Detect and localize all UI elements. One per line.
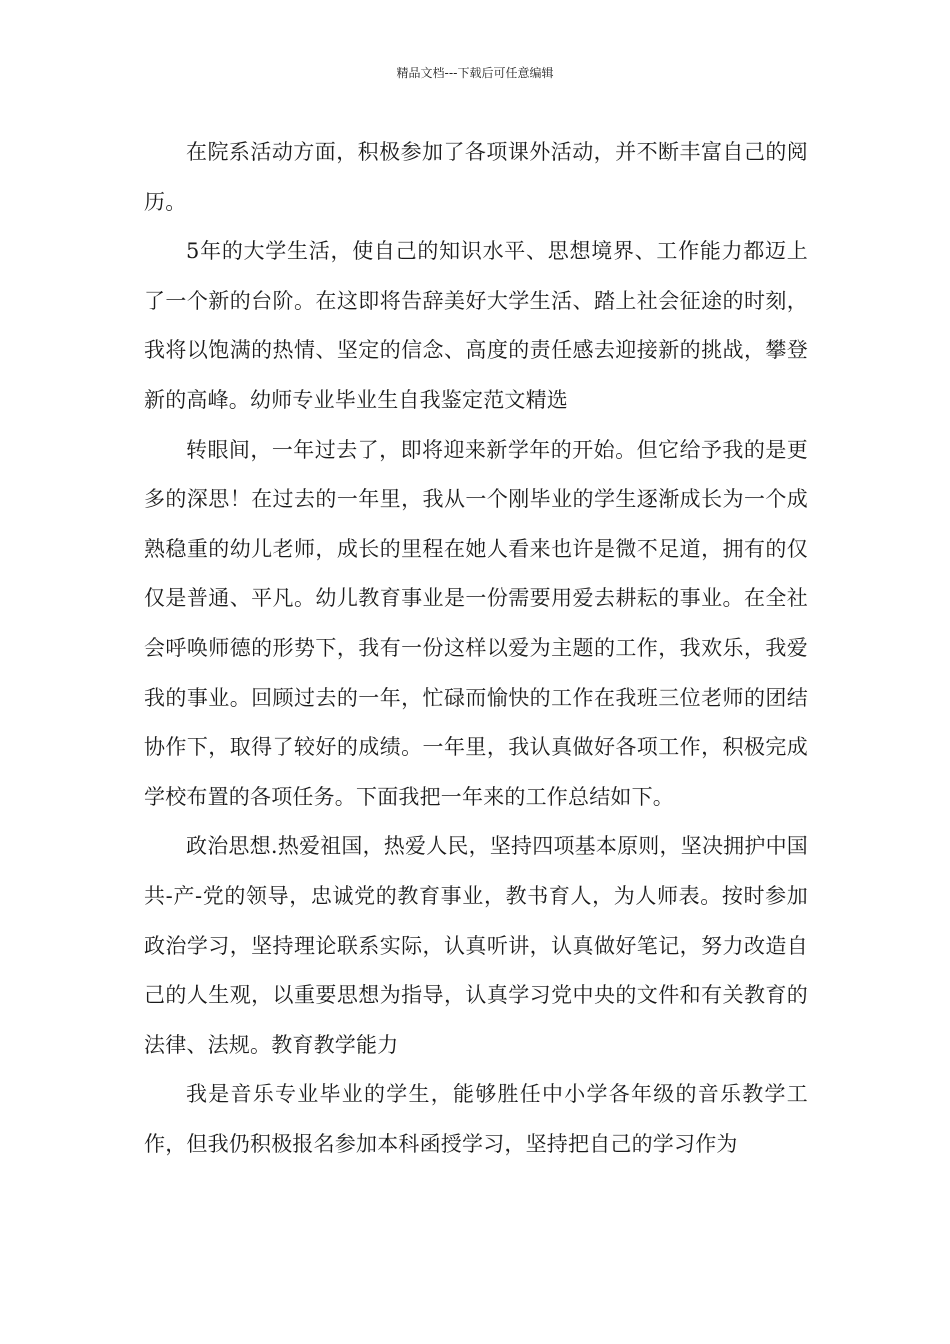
document-body xyxy=(144,128,808,1169)
paragraph-activities: 在院系活动方面，积极参加了各项课外活动，并不断丰富自己的阅历。 xyxy=(144,140,808,214)
page-header: 精品文档---下载后可任意编辑 xyxy=(396,66,554,80)
paragraph-political-thought: 政治思想.热爱祖国，热爱人民，坚持四项基本原则，坚决拥护中国共-产-党的领导，忠诚党的教育事业，教书育人，为人师表。按时参加政治学习，坚持理论联系实际，认真听讲，认真做好笔记，努力改造自己的人生观，以重要思想为指导，认真学习党中央的文件和有关教育的法律、法规。教育教学能力 xyxy=(144,834,808,1057)
paragraph-year-review: 转眼间，一年过去了，即将迎来新学年的开始。但它给予我的是更多的深思！在过去的一年里，我从一个刚毕业的学生逐渐成长为一个成熟稳重的幼儿老师，成长的里程在她人看来也许是微不足道，拥有的仅仅是普通、平凡。幼儿教育事业是一份需要用爱去耕耘的事业。在全社会呼唤师德的形势下，我有一份这样以爱为主题的工作，我欢乐，我爱我的事业。回顾过去的一年，忙碌而愉快的工作在我班三位老师的团结协作下，取得了较好的成绩。一年里，我认真做好各项工作，积极完成学校布置的各项任务。下面我把一年来的工作总结如下。 xyxy=(144,437,808,809)
paragraph-university-life: 5年的大学生活，使自己的知识水平、思想境界、工作能力都迈上了一个新的台阶。在这即将告辞美好大学生活、踏上社会征途的时刻，我将以饱满的热情、坚定的信念、高度的责任感去迎接新的挑战，攀登新的高峰。幼师专业毕业生自我鉴定范文精选 xyxy=(144,239,808,412)
paragraph-music-major: 我是音乐专业毕业的学生，能够胜任中小学各年级的音乐教学工作，但我仍积极报名参加本科函授学习，坚持把自己的学习作为 xyxy=(144,1082,808,1156)
